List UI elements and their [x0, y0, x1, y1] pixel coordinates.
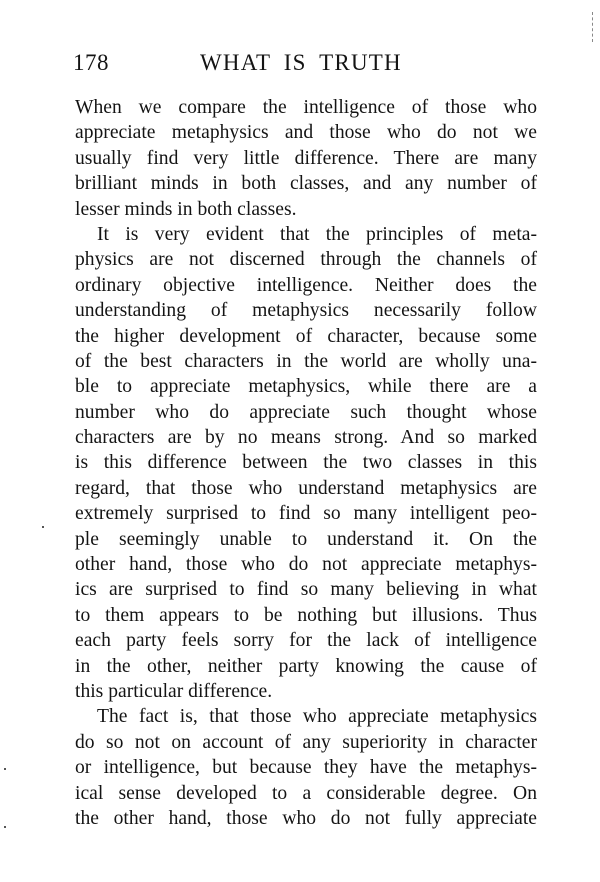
text-line: usually find very little difference. There are many [75, 147, 537, 169]
scan-speck [42, 526, 44, 528]
text-line: this particular difference. [75, 680, 273, 702]
text-line: to them appears to be nothing but illusions. Thus [75, 604, 537, 626]
text-line: The fact is, that those who appreciate metaphysics [97, 706, 537, 728]
text-line: ble to appreciate metaphysics, while there are a [75, 376, 537, 398]
text-line: It is very evident that the principles of meta- [97, 223, 537, 245]
text-line: do so not on account of any superiority in character [75, 731, 537, 753]
paragraph [75, 704, 537, 831]
scan-speck [4, 826, 6, 828]
text-line: characters are by no means strong. And so marked [75, 427, 537, 449]
paragraph [75, 222, 537, 704]
text-line: When we compare the intelligence of those who [75, 97, 537, 118]
text-line: ical sense developed to a considerable degree. On [75, 782, 537, 804]
text-line: lesser minds in both classes. [75, 198, 297, 220]
text-line: extremely surprised to find so many intelligent peo- [75, 503, 537, 525]
text-line: understanding of metaphysics necessarily follow [75, 300, 537, 322]
scan-edge-mark [592, 12, 594, 42]
text-line: is this difference between the two classes in this [75, 452, 537, 474]
running-title: WHAT IS TRUTH [200, 50, 402, 75]
text-line: regard, that those who understand metaphysics are [75, 477, 537, 499]
text-line: appreciate metaphysics and those who do not we [75, 122, 537, 144]
text-line: ics are surprised to find so many believing in what [75, 579, 537, 601]
text-line: in the other, neither party knowing the cause of [75, 655, 537, 677]
text-line: other hand, those who do not appreciate metaphys- [75, 554, 537, 576]
text-line: of the best characters in the world are wholly una- [75, 350, 537, 372]
text-line: the other hand, those who do not fully appreciate [75, 807, 537, 829]
text-line: each party feels sorry for the lack of intelligence [75, 630, 537, 652]
text-line: ple seemingly unable to understand it. On the [75, 528, 537, 550]
text-line: or intelligence, but because they have the metaphys- [75, 757, 537, 779]
text-line: number who do appreciate such thought whose [75, 401, 537, 423]
page-number: 178 [73, 50, 109, 75]
page-body [75, 95, 537, 831]
text-line: physics are not discerned through the channels of [75, 249, 537, 271]
paragraph [75, 95, 537, 222]
text-line: brilliant minds in both classes, and any number of [75, 173, 537, 195]
page-header [73, 50, 535, 80]
scan-speck [4, 768, 6, 770]
text-line: ordinary objective intelligence. Neither does the [75, 274, 537, 296]
text-line: the higher development of character, because some [75, 325, 537, 347]
